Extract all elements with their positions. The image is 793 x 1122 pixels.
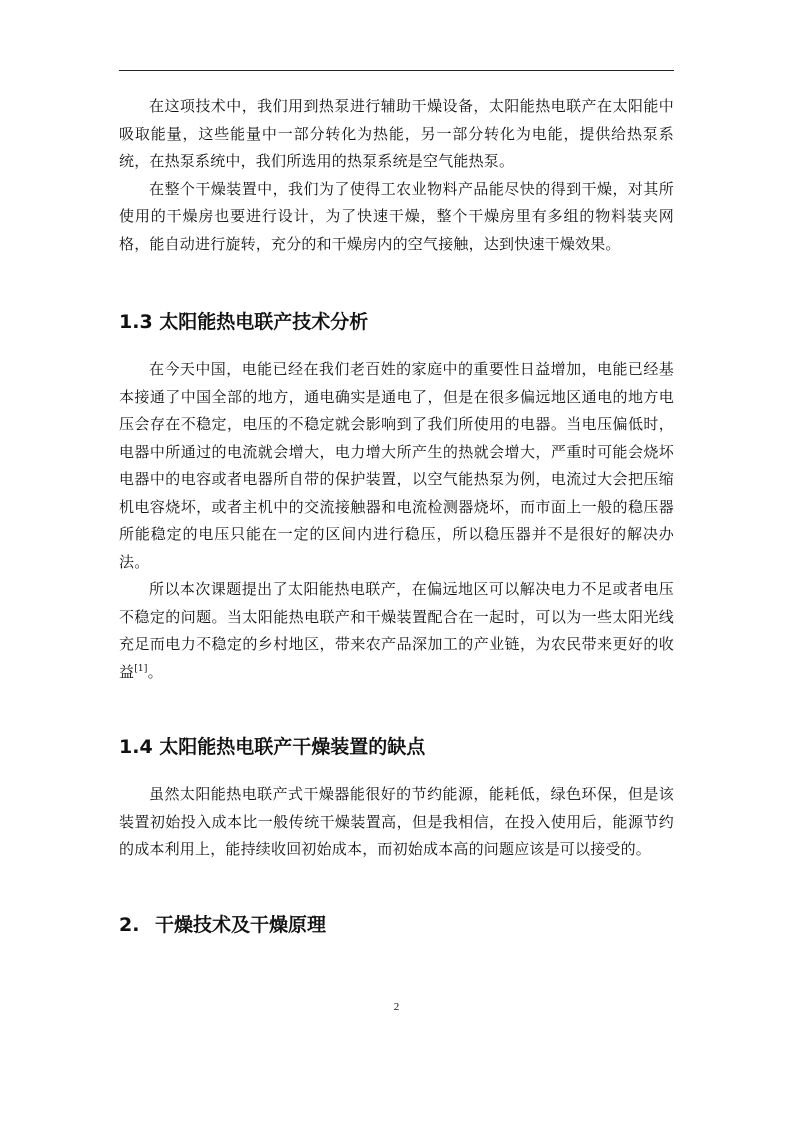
- citation-ref-1[interactable]: [1]: [134, 663, 148, 674]
- intro-paragraph-1: 在这项技术中，我们用到热泵进行辅助干燥设备，太阳能热电联产在太阳能中吸取能量，这些能量中一部分转化为热能，另一部分转化为电能，提供给热泵系统，在热泵系统中，我们所选用的热泵系统是空气能热泵。: [119, 97, 674, 170]
- section-heading-1-3: 1.3 太阳能热电联产技术分析: [119, 311, 369, 333]
- section-1-3-paragraph-2-tail: 。: [147, 662, 163, 681]
- section-1-3-paragraph-1: 在今天中国，电能已经在我们老百姓的家庭中的重要性日益增加，电能已经基本接通了中国全部的地方，通电确实是通电了，但是在很多偏远地区通电的地方电压会存在不稳定，电压的不稳定就会影响到了我们所使用的电器。当电压偏低时，电器中所通过的电流就会增大，电力增大所产生的热就会增大，严重时可能会烧坏电器中的电容或者电器所自带的保护装置，以空气能热泵为例，电流过大会把压缩机电容烧坏，或者主机中的交流接触器和电流检测器烧坏，而市面上一般的稳压器所能稳定的电压只能在一定的区间内进行稳压，所以稳压器并不是很好的解决办法。: [119, 360, 674, 571]
- section-heading-2-number: 2.: [119, 913, 140, 936]
- section-1-4-paragraph-1: 虽然太阳能热电联产式干燥器能很好的节约能源，能耗低，绿色环保，但是该装置初始投入成本比一般传统干燥装置高，但是我相信，在投入使用后，能源节约的成本利用上，能持续收回初始成本，而初始成本高的问题应该是可以接受的。: [119, 785, 674, 858]
- section-heading-1-4: 1.4 太阳能热电联产干燥装置的缺点: [119, 736, 426, 758]
- section-1-3-paragraph-2-text: 所以本次课题提出了太阳能热电联产，在偏远地区可以解决电力不足或者电压不稳定的问题。当太阳能热电联产和干燥装置配合在一起时，可以为一些太阳光线充足而电力不稳定的乡村地区，带来农产品深加工的产业链，为农民带来更好的收益: [119, 580, 674, 681]
- page-body: [119, 93, 674, 938]
- intro-paragraph-2: 在整个干燥装置中，我们为了使得工农业物料产品能尽快的得到干燥，对其所使用的干燥房也要进行设计，为了快速干燥，整个干燥房里有多组的物料装夹网格，能自动进行旋转，充分的和干燥房内的空气接触，达到快速干燥效果。: [119, 179, 674, 253]
- header-rule: [119, 70, 674, 71]
- page-number: 2: [393, 1001, 400, 1013]
- section-heading-2-title: 干燥技术及干燥原理: [155, 913, 327, 936]
- section-heading-2: [119, 912, 674, 938]
- section-1-3-paragraph-2: [119, 576, 674, 686]
